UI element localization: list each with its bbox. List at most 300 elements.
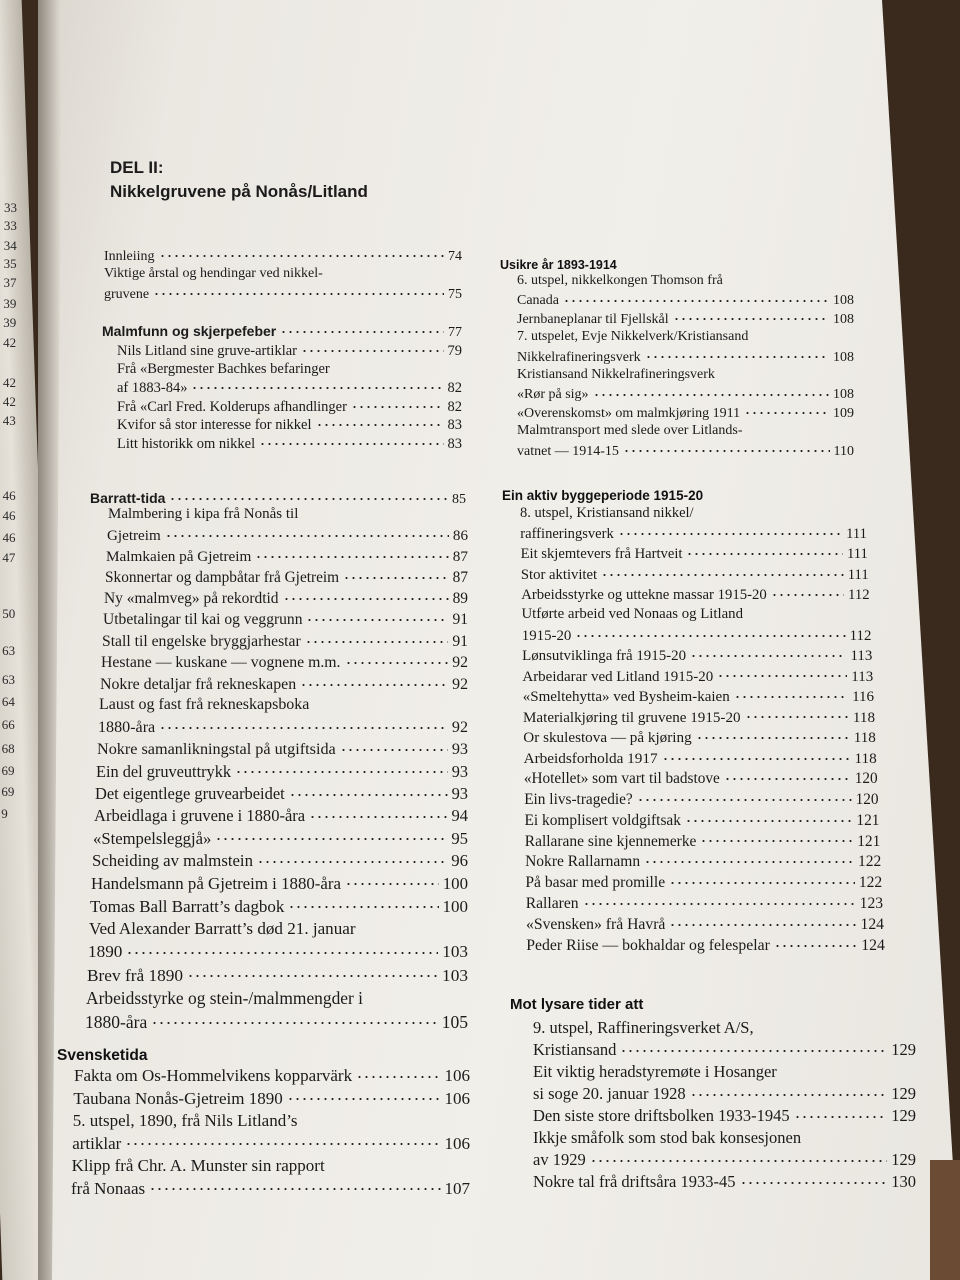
- page-number: 86: [452, 528, 468, 545]
- dot-leader: [662, 749, 851, 763]
- entry-title: Ikkje småfolk som stod bak konsesjonen: [533, 1128, 802, 1147]
- toc-entry: [102, 323, 462, 341]
- entry-title: Arbeidsstyrke og uttekne massar 1915-20: [521, 586, 767, 603]
- entry-title: «Smeltehytta» ved Bysheim-kaien: [522, 689, 730, 706]
- toc-entry: [117, 416, 462, 434]
- dot-leader: [685, 811, 852, 825]
- dot-leader: [575, 626, 845, 639]
- dot-leader: [644, 852, 854, 866]
- section-heading: Ein aktiv byggeperiode 1915-20: [502, 488, 704, 503]
- entry-title: Ei komplisert voldgiftsak: [524, 811, 681, 829]
- toc-entry: [523, 688, 874, 707]
- entry-title: Handelsmann på Gjetreim i 1880-åra: [91, 873, 341, 893]
- dot-leader: [618, 525, 842, 538]
- dot-leader: [191, 379, 443, 392]
- page-number: 92: [452, 675, 468, 693]
- dot-leader: [590, 1150, 888, 1165]
- entry-title: artiklar: [72, 1133, 122, 1153]
- entry-title: Utbetalingar til kai og veggrunn: [103, 611, 303, 629]
- table-surface: [930, 1160, 960, 1280]
- page-number: 122: [858, 874, 883, 892]
- dot-leader: [280, 323, 444, 336]
- toc-entry: [104, 285, 462, 303]
- page-number: 108: [833, 312, 854, 328]
- dot-leader: [289, 784, 448, 799]
- dot-leader: [215, 829, 447, 844]
- page-number: 118: [854, 749, 877, 767]
- dot-leader: [583, 894, 856, 908]
- toc-entry: [520, 505, 694, 522]
- section-title: [110, 156, 368, 204]
- page-number: 112: [849, 627, 872, 644]
- toc-entry: [517, 367, 715, 383]
- dot-leader: [669, 873, 855, 887]
- entry-title: Det eigentlege gruvearbeidet: [95, 783, 285, 803]
- dot-leader: [345, 653, 449, 667]
- toc-entry: [533, 1150, 916, 1170]
- dot-leader: [125, 1134, 440, 1149]
- entry-title: Arbeidsstyrke og stein-/malmmengder i: [86, 988, 363, 1009]
- page-number: 83: [447, 417, 462, 434]
- page-number: 77: [448, 325, 462, 340]
- toc-entry: [517, 292, 854, 310]
- toc-entry: [533, 1128, 801, 1148]
- toc-entry: [97, 740, 468, 760]
- entry-title: Innleiing: [104, 248, 155, 264]
- dot-leader: [126, 942, 438, 957]
- previous-page-number: 9: [1, 806, 8, 821]
- entry-title: 8. utspel, Kristiansand nikkel/: [520, 505, 694, 521]
- toc-entry: [103, 611, 468, 630]
- entry-title: Viktige årstal og hendingar ved nikkel-: [104, 266, 323, 281]
- dot-leader: [774, 936, 857, 950]
- previous-page-number: 37: [3, 275, 17, 290]
- toc-entry: [521, 565, 869, 583]
- toc-entry: [87, 965, 468, 986]
- page-number: 129: [891, 1106, 916, 1125]
- previous-page-number: 42: [3, 335, 17, 350]
- toc-entry: [107, 527, 468, 546]
- dot-leader: [151, 1012, 437, 1028]
- toc-entry: [523, 708, 875, 727]
- dot-leader: [159, 718, 448, 732]
- toc-entry: [89, 919, 356, 939]
- toc-entry: [525, 811, 880, 830]
- page-number: 96: [451, 851, 468, 871]
- entry-title: Frå «Bergmester Bachkes befaringer: [117, 360, 330, 377]
- page-number: 121: [856, 811, 880, 829]
- page-number: 116: [852, 689, 875, 706]
- page-number: 93: [451, 761, 468, 781]
- toc-entry: [517, 311, 854, 329]
- toc-entry: [98, 718, 468, 737]
- page-number: 110: [833, 443, 854, 459]
- entry-title: Scheiding av malmstein: [92, 851, 253, 871]
- dot-leader: [309, 806, 447, 821]
- entry-title: Ein del gruveuttrykk: [96, 761, 232, 781]
- entry-title: Jernbaneplanar til Fjellskål: [517, 312, 669, 328]
- page-number: 85: [452, 492, 466, 507]
- entry-title: 1915-20: [521, 627, 572, 644]
- entry-title: 5. utspel, 1890, frå Nils Litland’s: [72, 1111, 298, 1130]
- page-number: 113: [850, 648, 873, 665]
- previous-page-number: 42: [3, 375, 17, 390]
- entry-title: Utførte arbeid ved Nonaas og Litland: [521, 606, 743, 622]
- section-heading: Mot lysare tider att: [510, 996, 644, 1013]
- toc-entry: [117, 342, 462, 360]
- section-heading: Usikre år 1893-1914: [500, 258, 617, 272]
- dot-leader: [690, 647, 846, 660]
- dot-leader: [645, 348, 829, 361]
- entry-title: «Hotellet» som vart til badstove: [523, 770, 720, 788]
- page-number: 120: [855, 791, 879, 809]
- entry-title: Lønsutviklinga frå 1915-20: [522, 648, 687, 665]
- entry-title: vatnet — 1914-15: [517, 443, 619, 459]
- entry-title: Nils Litland sine gruve-artiklar: [117, 343, 297, 360]
- toc-entry: [104, 247, 462, 265]
- entry-title: Malmtransport med slede over Litlands-: [517, 423, 743, 439]
- toc-entry: [91, 874, 468, 894]
- toc-entry: [101, 653, 468, 672]
- toc-entry: [73, 1089, 470, 1109]
- entry-title: Stor aktivitet: [520, 566, 598, 583]
- entry-title: Malmbering i kipa frå Nonås til: [108, 506, 299, 522]
- entry-title: Kvifor så stor interesse for nikkel: [117, 417, 312, 434]
- toc-entry: [102, 632, 468, 651]
- dot-leader: [257, 851, 447, 866]
- toc-entry: [104, 266, 323, 282]
- previous-page-number: 64: [1, 694, 15, 709]
- entry-title: Frå «Carl Fred. Kolderups afhandlinger: [117, 398, 347, 415]
- page-number: 108: [833, 293, 854, 309]
- page-number: 93: [451, 783, 468, 803]
- previous-page-number: 33: [3, 218, 17, 233]
- previous-page-number: 63: [1, 672, 15, 687]
- entry-title: Skonnertar og dampbåtar frå Gjetreim: [105, 569, 340, 587]
- toc-entry: [522, 606, 743, 623]
- dot-leader: [306, 611, 448, 625]
- page-number: 89: [452, 590, 468, 608]
- previous-page-number: 33: [4, 200, 17, 215]
- page-number: 106: [444, 1088, 470, 1108]
- entry-title: 6. utspel, nikkelkongen Thomson frå: [517, 273, 723, 288]
- page-number: 106: [444, 1066, 470, 1086]
- toc-entry: [521, 545, 868, 563]
- toc-entry: [72, 1134, 470, 1154]
- page-number: 111: [847, 566, 869, 583]
- toc-entry: [99, 696, 309, 714]
- toc-entry: [93, 829, 468, 849]
- toc-entry: [533, 1172, 916, 1192]
- entry-title: Stall til engelske bryggjarhestar: [102, 632, 301, 650]
- dot-leader: [740, 1172, 888, 1187]
- toc-entry: [94, 806, 468, 826]
- entry-title: Arbeidsforholda 1917: [523, 749, 658, 767]
- entry-title: Gjetreim: [107, 528, 161, 545]
- entry-title: 1880-åra: [85, 1011, 148, 1032]
- previous-page-number: 39: [3, 296, 17, 311]
- page-number: 122: [858, 853, 882, 871]
- previous-page-number: 39: [3, 315, 17, 330]
- toc-entry: [523, 729, 876, 748]
- page-number: 79: [447, 343, 462, 360]
- toc-entry: [117, 379, 462, 397]
- page-number: 91: [452, 611, 468, 629]
- entry-title: gruvene: [104, 286, 150, 302]
- previous-page-number: 43: [2, 413, 16, 428]
- entry-title: Malmfunn og skjerpefeber: [102, 323, 277, 339]
- toc-entry: [524, 790, 878, 809]
- entry-title: Nikkelrafineringsverk: [517, 349, 641, 365]
- dot-leader: [235, 762, 448, 777]
- toc-entry: [522, 647, 872, 665]
- toc-entry: [108, 506, 298, 523]
- toc-entry: [517, 405, 854, 423]
- page-number: 93: [451, 740, 468, 759]
- toc-entry: [520, 525, 867, 543]
- page-number: 103: [442, 942, 468, 962]
- dot-leader: [620, 1040, 887, 1055]
- dot-leader: [165, 527, 449, 541]
- entry-title: «Stempelsleggjå»: [93, 828, 212, 848]
- entry-title: Den siste store driftsbolken 1933-1945: [533, 1106, 790, 1125]
- dot-leader: [301, 342, 444, 355]
- entry-title: Malmkaien på Gjetreim: [106, 548, 252, 566]
- entry-title: Taubana Nonås-Gjetreim 1890: [73, 1088, 283, 1108]
- toc-entry: [104, 589, 468, 608]
- page-number: 129: [891, 1040, 916, 1059]
- dot-leader: [724, 770, 851, 784]
- previous-page-number: 34: [3, 238, 17, 253]
- page-number: 105: [441, 1011, 468, 1032]
- toc-entry: [72, 1156, 325, 1176]
- previous-page-number: 46: [2, 488, 16, 503]
- previous-page-number: 68: [1, 741, 15, 756]
- toc-entry: [105, 568, 468, 587]
- page-number: 118: [852, 709, 875, 726]
- page-number: 123: [859, 895, 884, 913]
- page-number: 87: [452, 569, 468, 587]
- page-number: 87: [452, 548, 468, 566]
- page-number: 129: [891, 1150, 916, 1169]
- entry-title: Materialkjøring til gruvene 1915-20: [523, 709, 741, 726]
- toc-entry: [517, 423, 743, 439]
- entry-title: av 1929: [533, 1150, 586, 1169]
- previous-page-number: 46: [2, 530, 16, 545]
- page-number: 111: [846, 546, 868, 563]
- dot-leader: [601, 565, 844, 578]
- entry-title: Canada: [517, 293, 559, 309]
- toc-entry: [117, 435, 462, 453]
- previous-page-number: 66: [1, 717, 15, 732]
- entry-title: Nokre Rallarnamn: [525, 853, 641, 871]
- entry-title: Fakta om Os-Hommelvikens kopparvärk: [74, 1066, 353, 1086]
- page-number: 118: [853, 729, 876, 747]
- entry-title: Eit viktig heradstyremøte i Hosanger: [533, 1062, 777, 1081]
- toc-entry: [117, 398, 462, 416]
- page-number: 108: [833, 349, 854, 365]
- previous-page-number: 63: [2, 643, 16, 658]
- dot-leader: [340, 740, 448, 755]
- previous-page-number: 47: [2, 550, 16, 565]
- page-number: 109: [833, 406, 854, 422]
- dot-leader: [159, 247, 444, 260]
- page-number: 106: [444, 1133, 470, 1153]
- dot-leader: [563, 292, 829, 305]
- toc-entry: [526, 894, 883, 913]
- entry-title: Nokre detaljar frå rekneskapen: [100, 675, 297, 693]
- dot-leader: [345, 874, 439, 889]
- dot-leader: [351, 398, 444, 411]
- dot-leader: [734, 688, 848, 702]
- page-number: 83: [447, 436, 462, 453]
- dot-leader: [169, 490, 448, 503]
- entry-title: 9. utspel, Raffineringsverket A/S,: [533, 1018, 754, 1037]
- section-heading: Svensketida: [57, 1047, 148, 1064]
- toc-entry: [90, 896, 468, 916]
- entry-title: Barratt-tida: [90, 490, 166, 506]
- toc-entry: [517, 273, 723, 289]
- toc-entry: [86, 988, 363, 1009]
- dot-leader: [287, 1089, 441, 1104]
- toc-entry: [526, 936, 885, 955]
- previous-page-number: 50: [2, 606, 16, 621]
- toc-entry: [525, 852, 881, 871]
- page-number: 129: [891, 1084, 916, 1103]
- page-number: 103: [442, 965, 468, 985]
- dot-leader: [771, 586, 844, 599]
- page-number: 108: [833, 387, 854, 403]
- dot-leader: [259, 435, 443, 448]
- page-number: 124: [860, 916, 884, 934]
- dot-leader: [288, 896, 438, 911]
- page-number: 95: [451, 828, 468, 848]
- dot-leader: [745, 708, 849, 722]
- toc-entry: [100, 675, 468, 694]
- dot-leader: [669, 915, 856, 929]
- entry-title: Arbeidlaga i gruvene i 1880-åra: [94, 806, 306, 826]
- entry-title: si soge 20. januar 1928: [533, 1084, 686, 1103]
- dot-leader: [744, 405, 829, 418]
- entry-title: «Rør på sig»: [517, 387, 589, 403]
- entry-title: Or skulestova — på kjøring: [523, 729, 692, 747]
- entry-title: Litt historikk om nikkel: [117, 436, 256, 453]
- page-number: 94: [451, 806, 468, 826]
- toc-entry: [517, 442, 854, 460]
- entry-title: Tomas Ball Barratt’s dagbok: [90, 896, 285, 916]
- toc-entry: [73, 1111, 298, 1131]
- toc-entry: [96, 762, 468, 782]
- previous-page-number: 46: [2, 508, 16, 523]
- toc-entry: [106, 547, 468, 566]
- dot-leader: [673, 311, 829, 324]
- toc-entry: [533, 1106, 916, 1126]
- page-number: 74: [448, 248, 462, 264]
- dot-leader: [637, 790, 852, 804]
- entry-title: Kristiansand Nikkelrafineringsverk: [517, 367, 715, 382]
- entry-title: Hestane — kuskane — vognene m.m.: [101, 654, 341, 672]
- previous-page-number: 42: [2, 394, 16, 409]
- toc-entry: [95, 784, 468, 804]
- previous-page-number: 35: [3, 256, 17, 271]
- entry-title: «Svensken» frå Havrå: [526, 916, 666, 934]
- dot-leader: [305, 632, 449, 646]
- page-number: 121: [857, 832, 881, 850]
- page-number: 111: [846, 526, 867, 543]
- entry-title: På basar med promille: [525, 874, 666, 892]
- entry-title: af 1883-84»: [117, 380, 188, 397]
- toc-entry: [525, 873, 882, 892]
- page-number: 120: [854, 770, 878, 788]
- toc-entry: [526, 915, 884, 934]
- dot-leader: [187, 965, 438, 981]
- dot-leader: [356, 1066, 440, 1081]
- entry-title: Nokre samanlikningstal på utgiftsida: [97, 740, 336, 759]
- entry-title: Peder Riise — bokhaldar og felespelar: [526, 937, 770, 955]
- dot-leader: [316, 416, 444, 429]
- toc-entry: [517, 329, 748, 345]
- entry-title: 7. utspelet, Evje Nikkelverk/Kristiansand: [517, 329, 749, 345]
- dot-leader: [717, 667, 847, 680]
- entry-title: raffineringsverk: [520, 526, 614, 543]
- page-number: 113: [851, 668, 874, 685]
- toc-entry: [533, 1018, 754, 1038]
- toc-entry: [533, 1040, 916, 1060]
- entry-title: Rallarane sine kjennemerke: [524, 832, 697, 850]
- toc-entry: [517, 348, 854, 366]
- entry-title: 1880-åra: [98, 719, 156, 737]
- toc-entry: [525, 832, 881, 851]
- title-part: DEL II:: [110, 158, 164, 177]
- entry-title: Ein livs-tragedie?: [524, 791, 633, 809]
- toc-entry: [522, 667, 873, 685]
- page-number: 130: [891, 1172, 916, 1191]
- dot-leader: [623, 442, 830, 455]
- page-number: 92: [451, 719, 468, 737]
- toc-entry: [533, 1062, 777, 1082]
- dot-leader: [149, 1179, 440, 1194]
- toc-entry: [117, 361, 330, 378]
- page-number: 92: [452, 654, 468, 672]
- entry-title: Eit skjemtevers frå Hartveit: [520, 546, 683, 563]
- toc-entry: [85, 1012, 468, 1033]
- toc-entry: [524, 749, 877, 768]
- dot-leader: [593, 386, 829, 399]
- page-number: 82: [447, 398, 462, 415]
- page-number: 91: [452, 632, 468, 650]
- toc-entry: [517, 386, 854, 404]
- entry-title: «Overenskomst» om malmkjøring 1911: [517, 406, 741, 422]
- dot-leader: [153, 285, 444, 298]
- toc-entry: [71, 1179, 470, 1199]
- entry-title: Ved Alexander Barratt’s død 21. januar: [89, 919, 356, 939]
- toc-entry: [92, 851, 468, 871]
- entry-title: Kristiansand: [533, 1040, 617, 1059]
- page-number: 100: [442, 873, 468, 893]
- previous-page-number: 69: [1, 784, 15, 799]
- previous-page-number: 69: [1, 763, 15, 778]
- dot-leader: [283, 589, 449, 603]
- toc-entry: [88, 942, 468, 962]
- dot-leader: [696, 729, 850, 743]
- toc-entry: [533, 1084, 916, 1104]
- page-number: 112: [848, 586, 870, 603]
- entry-title: Rallaren: [525, 895, 579, 913]
- dot-leader: [343, 568, 449, 582]
- entry-title: Laust og fast frå rekneskapsboka: [99, 696, 310, 714]
- dot-leader: [700, 832, 853, 846]
- page-number: 124: [861, 937, 885, 955]
